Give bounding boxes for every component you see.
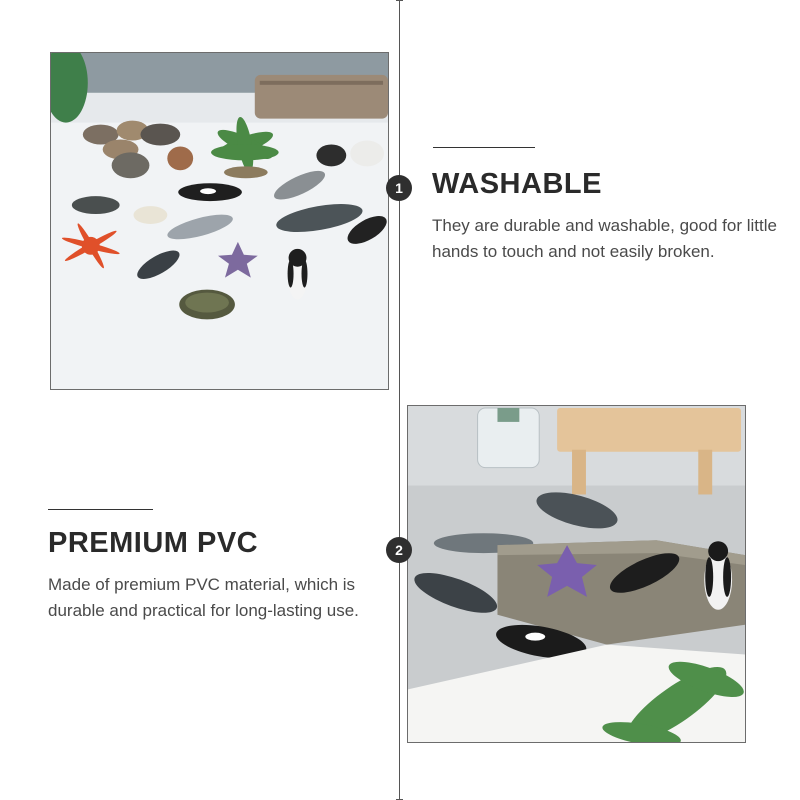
sea-animals-illustration bbox=[51, 53, 388, 389]
pvc-figures-illustration bbox=[408, 406, 745, 742]
section2-description: Made of premium PVC material, which is durable and practical for long-lasting use. bbox=[48, 575, 359, 620]
center-divider-line bbox=[399, 0, 400, 800]
section1-accent-rule bbox=[433, 147, 535, 148]
product-photo-pvc-figures bbox=[407, 405, 746, 743]
step-badge-1: 1 bbox=[386, 175, 412, 201]
section1-description: They are durable and washable, good for little hands to touch and not easily broken. bbox=[432, 216, 777, 261]
product-photo-sea-animals bbox=[50, 52, 389, 390]
divider-top-cap bbox=[396, 0, 403, 1]
section2-accent-rule bbox=[48, 509, 153, 510]
section2-title: PREMIUM PVC bbox=[48, 527, 259, 559]
section1-title: WASHABLE bbox=[432, 168, 602, 200]
step-badge-2: 2 bbox=[386, 537, 412, 563]
